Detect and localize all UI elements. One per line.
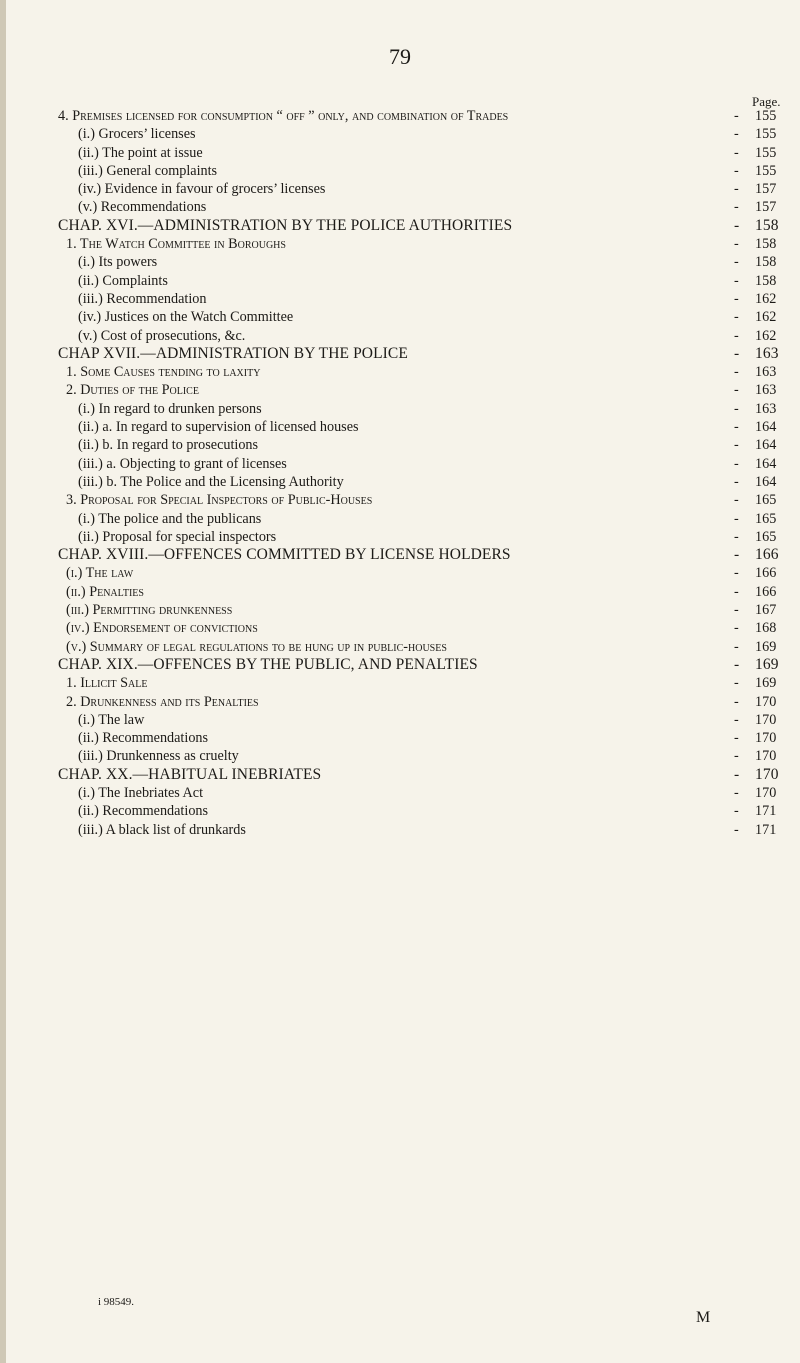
leader-dash: - [734, 565, 739, 582]
toc-entry-page: 170 [755, 784, 777, 801]
toc-entry-row [58, 638, 800, 656]
toc-entry-title: (iv.) Endorsement of convictions [66, 620, 258, 637]
toc-entry-title: (i.) Its powers [78, 254, 158, 271]
toc-entry-title: (v.) Summary of legal regulations to be hung up in public-houses [66, 638, 447, 655]
toc-entry-title: 1. The Watch Committee in Boroughs [66, 236, 286, 253]
leader-dash: - [734, 492, 739, 509]
toc-entry-row [58, 418, 800, 436]
table-of-contents [58, 107, 800, 839]
toc-entry-title: 2. Duties of the Police [66, 382, 199, 399]
toc-entry-page: 164 [755, 455, 777, 472]
toc-entry-row [58, 821, 800, 839]
toc-entry-page: 155 [755, 126, 777, 143]
toc-entry-row [58, 510, 800, 528]
leader-dash: - [734, 364, 739, 381]
toc-entry-page: 163 [755, 344, 779, 362]
toc-entry-row [58, 583, 800, 601]
toc-entry-page: 162 [755, 309, 777, 326]
leader-dash: - [734, 126, 739, 143]
toc-entry-row [58, 455, 800, 473]
footer-signature: i 98549. [98, 1296, 135, 1308]
toc-entry-page: 171 [755, 821, 777, 838]
toc-entry-title: CHAP. XIX.—OFFENCES BY THE PUBLIC, AND PENALTIES [58, 655, 478, 673]
toc-entry-row [58, 162, 800, 180]
toc-entry-page: 162 [755, 290, 777, 307]
toc-entry-page: 164 [755, 473, 777, 490]
toc-entry-title: (i.) The law [78, 711, 145, 728]
toc-entry-row [58, 674, 800, 692]
toc-entry-row [58, 308, 800, 326]
leader-dash: - [734, 181, 739, 198]
leader-dash: - [734, 784, 739, 801]
toc-entry-row [58, 180, 800, 198]
toc-entry-title: (iii.) A black list of drunkards [78, 821, 246, 838]
toc-entry-page: 157 [755, 199, 777, 216]
toc-entry-page: 163 [755, 364, 777, 381]
toc-entry-title: (ii.) Complaints [78, 272, 168, 289]
leader-dash: - [734, 473, 739, 490]
toc-entry-title: (iii.) Drunkenness as cruelty [78, 748, 239, 765]
toc-entry-row [58, 747, 800, 765]
toc-entry-page: 167 [755, 602, 777, 619]
toc-entry-row [58, 125, 800, 143]
toc-entry-page: 165 [755, 510, 777, 527]
toc-entry-title: 1. Some Causes tending to laxity [66, 364, 261, 381]
toc-entry-page: 169 [755, 675, 777, 692]
toc-entry-page: 169 [755, 638, 777, 655]
toc-entry-page: 158 [755, 272, 777, 289]
toc-entry-title: CHAP. XVI.—ADMINISTRATION BY THE POLICE AUTHORITIES [58, 216, 513, 234]
toc-entry-row [58, 564, 800, 582]
toc-entry-row [58, 290, 800, 308]
toc-chapter-row [58, 345, 800, 363]
toc-entry-row [58, 400, 800, 418]
toc-entry-title: (i.) Grocers’ licenses [78, 126, 196, 143]
toc-entry-page: 170 [755, 748, 777, 765]
toc-entry-row [58, 473, 800, 491]
toc-entry-row [58, 272, 800, 290]
leader-dash: - [734, 162, 739, 179]
toc-entry-row [58, 198, 800, 216]
toc-chapter-row [58, 546, 800, 564]
page-column-label: Page. [752, 94, 781, 109]
toc-entry-title: (v.) Cost of prosecutions, &c. [78, 327, 246, 344]
toc-entry-page: 162 [755, 327, 777, 344]
leader-dash: - [734, 216, 740, 234]
toc-entry-page: 166 [755, 565, 777, 582]
toc-entry-title: (iii.) General complaints [78, 162, 218, 179]
toc-entry-page: 170 [755, 730, 777, 747]
toc-entry-title: (i.) The police and the publicans [78, 510, 262, 527]
leader-dash: - [734, 821, 739, 838]
toc-entry-row [58, 802, 800, 820]
leader-dash: - [734, 382, 739, 399]
toc-entry-page: 170 [755, 693, 777, 710]
leader-dash: - [734, 437, 739, 454]
leader-dash: - [734, 546, 740, 564]
toc-entry-page: 171 [755, 803, 777, 820]
leader-dash: - [734, 602, 739, 619]
toc-entry-title: (ii.) Proposal for special inspectors [78, 528, 277, 545]
toc-entry-row [58, 381, 800, 399]
toc-entry-page: 158 [755, 216, 779, 234]
toc-entry-title: (i.) The Inebriates Act [78, 784, 204, 801]
footer-mark: M [696, 1309, 711, 1326]
toc-entry-page: 157 [755, 181, 777, 198]
leader-dash: - [734, 144, 739, 161]
leader-dash: - [734, 510, 739, 527]
toc-entry-page: 155 [755, 162, 777, 179]
toc-entry-title: (iv.) Evidence in favour of grocers’ licenses [78, 181, 326, 198]
toc-entry-row [58, 107, 800, 125]
toc-entry-row [58, 144, 800, 162]
toc-entry-title: (iii.) b. The Police and the Licensing Authority [78, 473, 344, 490]
toc-chapter-row [58, 656, 800, 674]
toc-entry-page: 155 [755, 144, 777, 161]
toc-entry-page: 170 [755, 765, 779, 783]
toc-entry-title: (ii.) Recommendations [78, 803, 209, 820]
toc-entry-page: 165 [755, 528, 777, 545]
toc-entry-title: (ii.) Recommendations [78, 730, 209, 747]
leader-dash: - [734, 272, 739, 289]
toc-entry-page: 166 [755, 583, 777, 600]
toc-entry-row [58, 619, 800, 637]
toc-entry-title: 3. Proposal for Special Inspectors of Public-Houses [66, 492, 373, 509]
leader-dash: - [734, 290, 739, 307]
toc-entry-page: 170 [755, 711, 777, 728]
toc-entry-title: (v.) Recommendations [78, 199, 207, 216]
leader-dash: - [734, 455, 739, 472]
toc-entry-title: (iii.) Permitting drunkenness [66, 602, 233, 619]
leader-dash: - [734, 108, 739, 124]
toc-entry-title: (i.) In regard to drunken persons [78, 400, 262, 417]
leader-dash: - [734, 400, 739, 417]
toc-entry-title: 2. Drunkenness and its Penalties [66, 693, 259, 710]
toc-entry-title: (ii.) b. In regard to prosecutions [78, 437, 259, 454]
toc-entry-title: (ii.) Penalties [66, 583, 144, 600]
leader-dash: - [734, 748, 739, 765]
toc-entry-title: CHAP. XX.—HABITUAL INEBRIATES [58, 765, 322, 783]
toc-entry-row [58, 784, 800, 802]
toc-entry-page: 164 [755, 419, 777, 436]
leader-dash: - [734, 765, 740, 783]
toc-entry-title: (ii.) The point at issue [78, 144, 203, 161]
toc-entry-row [58, 491, 800, 509]
toc-entry-title: 1. Illicit Sale [66, 675, 148, 692]
leader-dash: - [734, 309, 739, 326]
toc-entry-page: 158 [755, 236, 777, 253]
toc-entry-title: (iv.) Justices on the Watch Committee [78, 309, 294, 326]
leader-dash: - [734, 419, 739, 436]
leader-dash: - [734, 528, 739, 545]
toc-entry-page: 165 [755, 492, 777, 509]
leader-dash: - [734, 620, 739, 637]
leader-dash: - [734, 675, 739, 692]
leader-dash: - [734, 199, 739, 216]
toc-entry-row [58, 363, 800, 381]
leader-dash: - [734, 638, 739, 655]
page-spine-edge [0, 0, 6, 1363]
toc-entry-page: 163 [755, 382, 777, 399]
toc-entry-row [58, 729, 800, 747]
toc-entry-row [58, 601, 800, 619]
toc-entry-row [58, 327, 800, 345]
toc-entry-page: 166 [755, 546, 779, 564]
leader-dash: - [734, 583, 739, 600]
toc-entry-row [58, 235, 800, 253]
toc-entry-title: (iii.) a. Objecting to grant of licenses [78, 455, 287, 472]
toc-chapter-row [58, 766, 800, 784]
leader-dash: - [734, 711, 739, 728]
toc-chapter-row [58, 217, 800, 235]
page-number: 79 [389, 44, 411, 69]
leader-dash: - [734, 327, 739, 344]
toc-entry-title: (i.) The law [66, 565, 134, 582]
toc-entry-page: 155 [755, 108, 777, 124]
toc-entry-row [58, 253, 800, 271]
toc-entry-page: 168 [755, 620, 777, 637]
toc-entry-title: 4. Premises licensed for consumption “ off ” only, and combination of Trades [58, 108, 509, 124]
toc-entry-row [58, 436, 800, 454]
toc-entry-row [58, 711, 800, 729]
toc-entry-title: (ii.) a. In regard to supervision of licensed houses [78, 419, 359, 436]
leader-dash: - [734, 730, 739, 747]
leader-dash: - [734, 254, 739, 271]
toc-entry-page: 163 [755, 400, 777, 417]
toc-entry-page: 164 [755, 437, 777, 454]
toc-entry-title: CHAP. XVIII.—OFFENCES COMMITTED BY LICENSE HOLDERS [58, 546, 511, 564]
leader-dash: - [734, 655, 740, 673]
toc-entry-title: CHAP XVII.—ADMINISTRATION BY THE POLICE [58, 344, 408, 362]
toc-entry-page: 169 [755, 655, 779, 673]
leader-dash: - [734, 344, 740, 362]
leader-dash: - [734, 803, 739, 820]
leader-dash: - [734, 236, 739, 253]
toc-entry-row [58, 693, 800, 711]
toc-entry-title: (iii.) Recommendation [78, 290, 207, 307]
toc-entry-page: 158 [755, 254, 777, 271]
toc-entry-row [58, 528, 800, 546]
leader-dash: - [734, 693, 739, 710]
